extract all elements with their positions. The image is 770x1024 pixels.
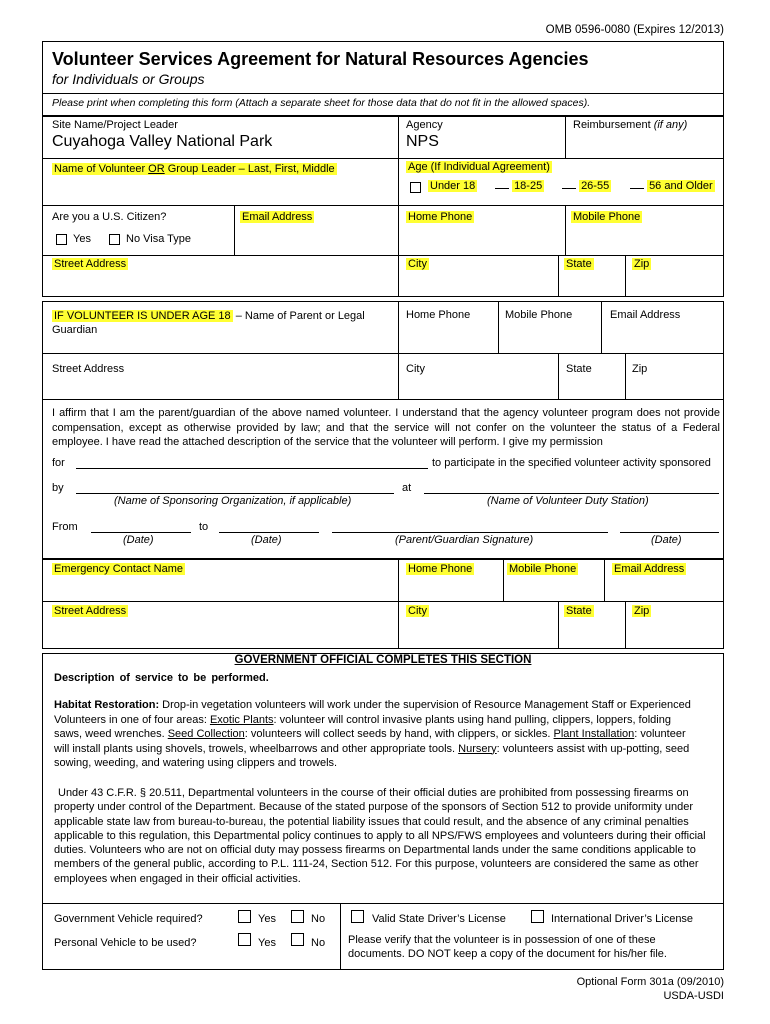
official-heading: GOVERNMENT OFFICIAL COMPLETES THIS SECTION: [234, 654, 532, 666]
citizen-label: Are you a U.S. Citizen?: [52, 211, 167, 223]
citizen-yes-label: Yes: [73, 233, 91, 245]
from-date-line[interactable]: [91, 532, 191, 533]
by-label: by: [52, 482, 64, 494]
habitat-restoration-text: Habitat Restoration: Drop-in vegetation volunteers will work under the supervision of Resource Management Staff or Experienced Volunteers in one of four areas: Exotic Plants: volunteer will control invasive plants using hand pulling, clippers, loppers, folding saws, weed wrenches. Seed Collection: volunteers will collect seeds by hand, with clippers, or sickles. Plant Installation: volunteer will install plants using shovels, trowels, wheelbarrows and other appropriate tools. Nursery: volunteers assist with up-potting, seed sowing, weeding, and watering using clippers and trowels.: [54, 699, 691, 769]
agency-value[interactable]: NPS: [406, 133, 439, 150]
guardian-state-label: State: [566, 363, 592, 375]
form-subtitle: for Individuals or Groups: [52, 71, 205, 87]
email-label: Email Address: [242, 211, 313, 223]
guardian-home-phone-label: Home Phone: [406, 309, 471, 321]
guardian-affirmation: I affirm that I am the parent/guardian of the above named volunteer. I understand that the agency volunteer program does not provide compensation, except as otherwise provided by law; and that the service will not confer on the volunteer the status of a Federal employee. I have read the attached description of the service that the volunteer will perform. I give my permission: [52, 407, 720, 448]
to-date-line[interactable]: [219, 532, 319, 533]
emergency-home-phone-label: Home Phone: [408, 563, 473, 575]
firearms-policy-text: Under 43 C.F.R. § 20.511, Departmental volunteers in the course of their official duties are prohibited from possessing firearms on property under control of the Department. Because of the stated purpose of the sponsors of Section 512 to provide uniformity under applicable state law from bureau-to-bureau, the potential liability issues that could result, and the absence of any criminal penalties applicable to this regulation, this Departmental policy continues to apply to all NPS/FWS employees and volunteers during their official duties. Volunteers who are not on official duty may possess firearms on Departmental lands under the same conditions applicable to members of the general public, according to P.L. 111-24, Section 512. For this purpose, volunteers are considered the same as other employees when engaged in their official activities.: [54, 787, 706, 885]
description-label: Description of service to be performed.: [54, 672, 269, 684]
agency-footer: USDA-USDI: [663, 990, 724, 1002]
verify-license-text: Please verify that the volunteer is in possession of one of these documents. DO NOT keep a copy of the document for his/her file.: [348, 934, 667, 960]
personal-vehicle-yes-checkbox[interactable]: [238, 933, 251, 946]
for-label: for: [52, 457, 65, 469]
gov-vehicle-label: Government Vehicle required?: [54, 913, 203, 925]
reimbursement-label: Reimbursement (if any): [573, 119, 688, 131]
station-caption: (Name of Volunteer Duty Station): [487, 495, 649, 507]
participate-text: to participate in the specified volunteer activity sponsored: [432, 457, 711, 469]
personal-vehicle-yes-label: Yes: [258, 937, 276, 949]
station-line[interactable]: [424, 493, 719, 494]
zip-label: Zip: [634, 258, 650, 270]
state-label: State: [566, 258, 592, 270]
emergency-contact-label: Emergency Contact Name: [54, 563, 183, 575]
mobile-phone-label: Mobile Phone: [573, 211, 641, 223]
street-address-label: Street Address: [54, 258, 127, 270]
emergency-email-label: Email Address: [614, 563, 685, 575]
form-number: Optional Form 301a (09/2010): [576, 976, 724, 988]
for-line[interactable]: [76, 468, 428, 469]
age-option-under-18: Under 18: [430, 180, 476, 192]
sponsor-caption: (Name of Sponsoring Organization, if applicable): [114, 495, 352, 507]
sponsor-line[interactable]: [76, 493, 394, 494]
emergency-street-label: Street Address: [54, 605, 127, 617]
guardian-city-label: City: [406, 363, 425, 375]
gov-vehicle-yes-label: Yes: [258, 913, 276, 925]
signature-caption: (Parent/Guardian Signature): [395, 534, 534, 546]
signature-date-caption: (Date): [651, 534, 682, 546]
gov-vehicle-no-checkbox[interactable]: [291, 910, 304, 923]
valid-license-label: Valid State Driver’s License: [372, 913, 506, 925]
site-value[interactable]: Cuyahoga Valley National Park: [52, 133, 273, 150]
gov-vehicle-yes-checkbox[interactable]: [238, 910, 251, 923]
from-label: From: [52, 521, 78, 533]
personal-vehicle-no-label: No: [311, 937, 326, 949]
age-option-26-55[interactable]: 26-55: [562, 180, 611, 192]
site-label: Site Name/Project Leader: [52, 119, 178, 131]
gov-vehicle-no-label: No: [311, 913, 326, 925]
emergency-zip-label: Zip: [634, 605, 650, 617]
citizen-yes-checkbox[interactable]: [56, 234, 67, 245]
volunteer-name-label: Name of Volunteer OR Group Leader – Last, First, Middle: [54, 163, 335, 175]
to-label: to: [199, 521, 209, 533]
signature-date-line[interactable]: [620, 532, 719, 533]
emergency-state-label: State: [566, 605, 592, 617]
age-label: Age (If Individual Agreement): [408, 161, 550, 173]
age-under-18-checkbox[interactable]: [410, 182, 421, 193]
home-phone-label: Home Phone: [408, 211, 473, 223]
emergency-city-label: City: [408, 605, 427, 617]
at-label: at: [402, 482, 412, 494]
personal-vehicle-no-checkbox[interactable]: [291, 933, 304, 946]
citizen-no-checkbox[interactable]: [109, 234, 120, 245]
to-date-caption: (Date): [251, 534, 282, 546]
age-option-56-older[interactable]: 56 and Older: [630, 180, 715, 192]
intl-license-label: International Driver’s License: [551, 913, 694, 925]
from-date-caption: (Date): [123, 534, 154, 546]
no-visa-label: No Visa Type: [126, 233, 192, 245]
agency-label: Agency: [406, 119, 443, 131]
city-label: City: [408, 258, 427, 270]
omb-number: OMB 0596-0080 (Expires 12/2013): [545, 24, 724, 36]
emergency-mobile-phone-label: Mobile Phone: [509, 563, 577, 575]
age-option-18-25[interactable]: 18-25: [495, 180, 544, 192]
intl-license-checkbox[interactable]: [531, 910, 544, 923]
guardian-name-label: IF VOLUNTEER IS UNDER AGE 18 – Name of Parent or Legal Guardian: [52, 310, 365, 336]
guardian-street-label: Street Address: [52, 363, 125, 375]
guardian-zip-label: Zip: [632, 363, 648, 375]
signature-line[interactable]: [332, 532, 608, 533]
print-instructions: Please print when completing this form (Attach a separate sheet for those data that do not fit in the allowed spaces).: [52, 97, 591, 109]
form-title: Volunteer Services Agreement for Natural Resources Agencies: [52, 49, 589, 69]
personal-vehicle-label: Personal Vehicle to be used?: [54, 937, 197, 949]
valid-license-checkbox[interactable]: [351, 910, 364, 923]
guardian-email-label: Email Address: [610, 309, 681, 321]
guardian-mobile-phone-label: Mobile Phone: [505, 309, 573, 321]
